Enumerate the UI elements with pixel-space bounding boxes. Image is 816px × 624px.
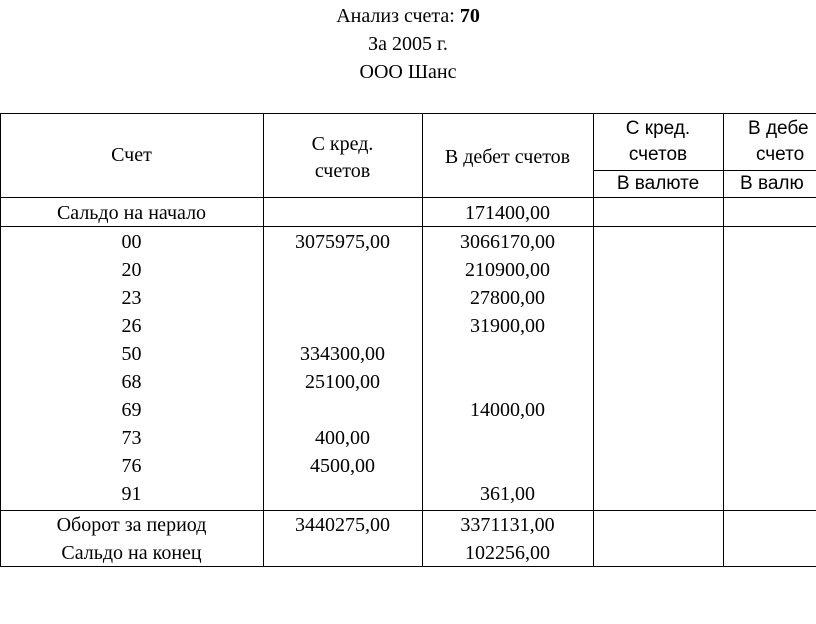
row-credit: 400,00 [315,427,370,449]
col-header-credit-l2: счетов [314,160,371,182]
row-debit: 31900,00 [470,315,545,337]
report-title [0,4,816,28]
col-header-debit-cur-l1: В дебе [748,118,809,139]
row-account: 68 [121,371,142,393]
opening-balance-label: Сальдо на начало [56,202,207,224]
col-header-credit-l1: С кред. [311,133,374,155]
company-name: ООО Шанс [359,61,457,83]
row-debit: 210900,00 [465,259,550,281]
account-number: 70 [459,5,480,27]
row-debit: 27800,00 [470,287,545,309]
col-header-debit-cur-l2: счето [756,144,805,165]
row-account: 23 [121,287,142,309]
row-debit: 14000,00 [470,399,545,421]
turnover-label: Оборот за период [56,514,207,536]
row-account: 00 [121,231,142,253]
row-account: 50 [121,343,142,365]
header-bottom-border [0,197,816,198]
row-account: 76 [121,455,142,477]
row-account: 20 [121,259,142,281]
row-account: 69 [121,399,142,421]
table-top-border [0,113,816,114]
report-title-prefix: Анализ счета: [336,5,460,27]
closing-balance-debit: 102256,00 [465,542,550,564]
row-account: 26 [121,315,142,337]
opening-balance-debit: 171400,00 [465,202,550,224]
turnover-credit: 3440275,00 [295,514,390,536]
row-debit: 3066170,00 [460,231,555,253]
closing-balance-label: Сальдо на конец [61,542,202,564]
row-account: 73 [121,427,142,449]
row-credit: 334300,00 [300,343,385,365]
col-header-credit-cur-l2: счетов [628,144,688,165]
col-header-account: Счет [111,144,152,166]
col-divider-4 [723,113,724,567]
row-account: 91 [121,483,142,505]
subheader-currency-2: В валю [740,173,804,194]
report-period: За 2005 г. [368,33,448,55]
col-header-debit: В дебет счетов [444,146,571,168]
subheader-currency-1: В валюте [616,173,700,194]
turnover-debit: 3371131,00 [460,514,555,536]
row-credit: 3075975,00 [295,231,390,253]
row-credit: 25100,00 [305,371,380,393]
row-credit: 4500,00 [310,455,375,477]
row-debit: 361,00 [480,483,535,505]
col-header-credit-cur-l1: С кред. [625,118,691,139]
